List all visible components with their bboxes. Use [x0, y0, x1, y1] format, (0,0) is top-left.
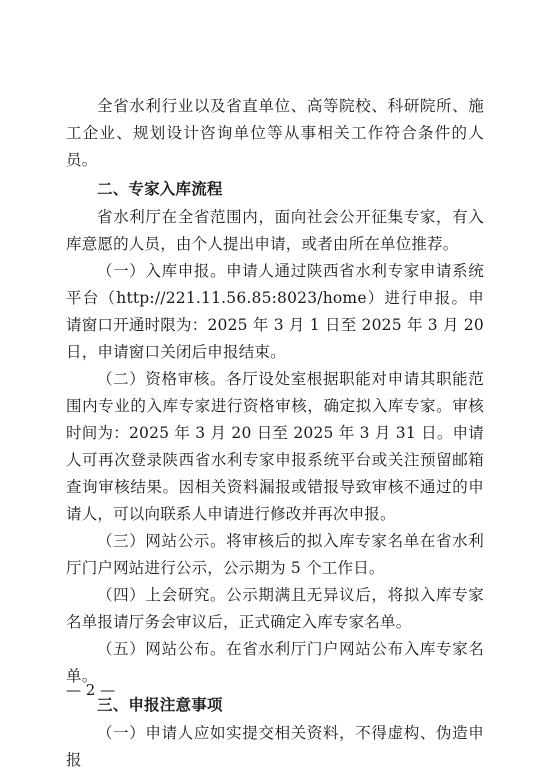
- document-body: [66, 93, 484, 774]
- section-heading-application-notes: 三、申报注意事项: [97, 696, 223, 714]
- paragraph-step-website-announcement: （五）网站公布。在省水利厅门户网站公布入库专家名单。: [66, 640, 484, 685]
- paragraph-public-solicitation: 省水利厅在全省范围内，面向社会公开征集专家，有入库意愿的人员，由个人提出申请，或者由所在单位推荐。: [66, 208, 484, 253]
- page-number: — 2 —: [66, 681, 116, 699]
- paragraph-applicable-personnel: 全省水利行业以及省直单位、高等院校、科研院所、施工企业、规划设计咨询单位等从事相关工作符合条件的人员。: [66, 97, 484, 169]
- paragraph-note-truthful-materials: （一）申请人应如实提交相关资料，不得虚构、伪造申报: [66, 724, 484, 769]
- paragraph-step-application: （一）入库申报。申请人通过陕西省水利专家申请系统平台（http://221.11.56.85:8023/home）进行申报。申请窗口开通时限为：2025 年 3 月 1 日至 2025 年 3 月 20 日，申请窗口关闭后申报结束。: [66, 262, 484, 361]
- paragraph-step-meeting-review: （四）上会研究。公示期满且无异议后，将拟入库专家名单报请厅务会审议后，正式确定入库专家名单。: [66, 586, 484, 631]
- paragraph-step-website-publicity: （三）网站公示。将审核后的拟入库专家名单在省水利厅门户网站进行公示，公示期为 5 个工作日。: [66, 532, 484, 577]
- section-heading-expert-admission-process: 二、专家入库流程: [97, 180, 223, 198]
- paragraph-step-qualification-review: （二）资格审核。各厅设处室根据职能对申请其职能范围内专业的入库专家进行资格审核，确定拟入库专家。审核时间为：2025 年 3 月 20 日至 2025 年 3 月 31 日。申请人可再次登录陕西省水利专家申报系统平台或关注预留邮箱查询审核结果。因相关资料漏报或错报导致审核不通过的申请人，可以向联系人申请进行修改并再次申报。: [66, 370, 484, 523]
